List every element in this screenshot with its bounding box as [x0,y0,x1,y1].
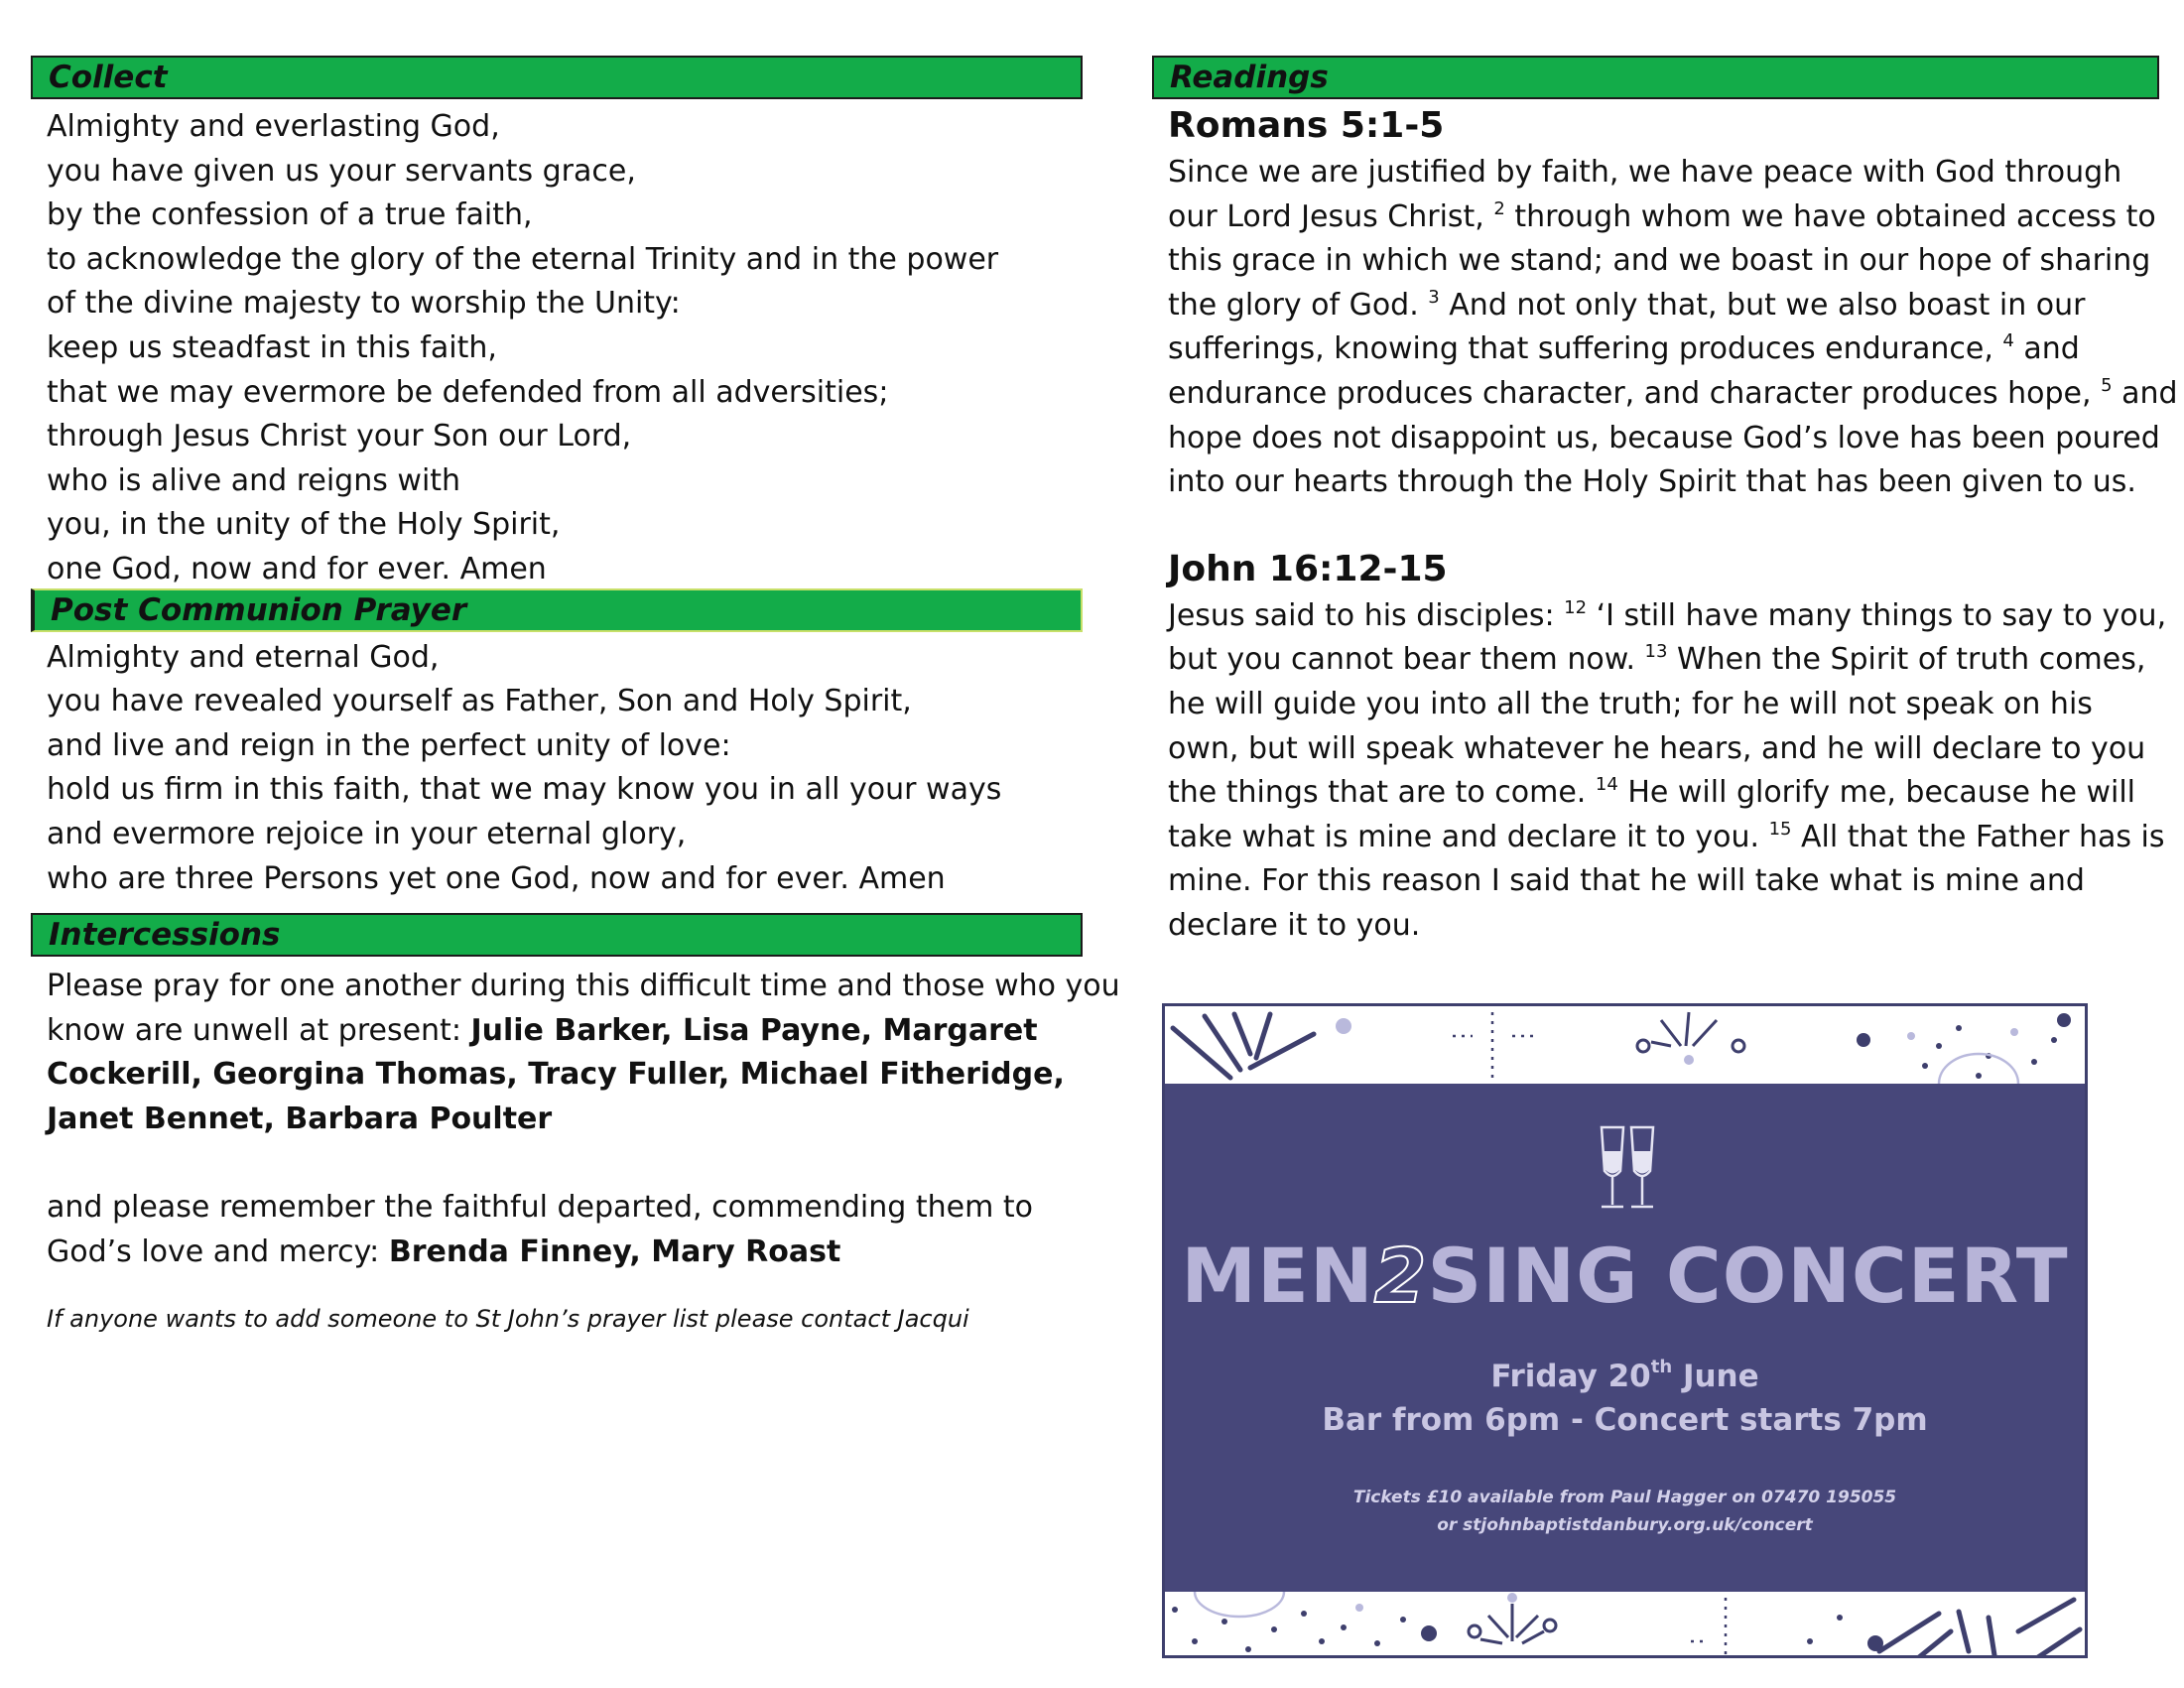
firework-arc [1939,1054,2018,1084]
confetti-dot [1837,1615,1843,1621]
poster-graphics [1165,1006,2088,1658]
poster-title-men: MEN [1181,1232,1374,1320]
reading-text: and [2112,375,2178,411]
collect-text [31,105,1083,592]
intercessions-line [47,1098,1083,1142]
collect-line: to acknowledge the glory of the eternal Trinity and in the power [47,241,999,277]
collect-line: you, in the unity of the Holy Spirit, [47,507,561,543]
verse-number: 15 [1768,818,1792,840]
reading-text: Jesus said to his disciples: [1168,597,1565,633]
reading-line: this grace in which we stand; and we boast in our hope of sharing [1168,243,2151,279]
glass-fill-right [1633,1151,1651,1174]
john-text [1152,594,2167,949]
poster-title [1165,1232,2085,1320]
firework-top-left [1173,1014,1314,1078]
unwell-names: Cockerill, Georgina Thomas, Tracy Fuller, Michael Fitheridge, [47,1057,1065,1093]
poster-times: Bar from 6pm - Concert starts 7pm [1322,1402,1928,1438]
departed-names: Brenda Finney, Mary Roast [388,1234,841,1269]
verse-number: 13 [1644,641,1668,663]
reading-line: into our hearts through the Holy Spirit that has been given to us. [1168,464,2136,500]
collect-line: by the confession of a true faith, [47,197,533,233]
poster-title-sing: SING CONCERT [1427,1232,2069,1320]
collect-line: keep us steadfast in this faith, [47,329,497,365]
reading-text: ‘I still have many things to say to you, [1587,597,2167,633]
collect-line: of the divine majesty to worship the Unity: [47,286,681,322]
firework-bottom-right [1879,1600,2080,1657]
poster-tickets: Tickets £10 available from Paul Hagger on 07470 195055 [1352,1488,1897,1507]
poster-url: or stjohnbaptistdanbury.org.uk/concert [1437,1515,1813,1535]
reading-text: through whom we have obtained access to [1504,198,2156,234]
romans-text [1152,151,2178,505]
post-communion-line: you have revealed yourself as Father, Son and Holy Spirit, [47,684,912,719]
unwell-names: Julie Barker, Lisa Payne, Margaret [470,1012,1038,1048]
reading-text: the things that are to come. [1168,775,1596,811]
post-communion-line: and evermore rejoice in your eternal glory, [47,816,687,851]
reading-line [1168,284,2159,328]
collect-line: that we may evermore be defended from all adversities; [47,374,889,410]
verse-number: 12 [1564,596,1588,618]
reading-text: And not only that, but we also boast in our [1439,287,2086,323]
confetti-dot [1807,1638,1813,1644]
poster-date-sup: th [1650,1357,1673,1377]
reading-line: declare it to you. [1168,907,1421,943]
readings-heading: Readings [1152,56,2159,99]
post-communion-text [31,636,1083,902]
intercessions-heading: Intercessions [31,913,1083,957]
verse-number: 14 [1595,774,1618,796]
concert-poster [1162,1003,2088,1658]
reading-text: our Lord Jesus Christ, [1168,198,1494,234]
intercessions-line [47,1053,1083,1098]
verse-number: 2 [1493,197,1505,219]
reading-line: Since we are justified by faith, we have peace with God through [1168,155,2122,190]
post-communion-line: Almighty and eternal God, [47,639,440,675]
post-communion-line: and live and reign in the perfect unity of love: [47,727,731,763]
intercessions-intro-2: know are unwell at present: [47,1012,471,1048]
firework-top-center [1453,1012,1534,1078]
reading-text: All that the Father has is [1791,819,2165,854]
left-column [31,56,1120,1336]
unwell-names: Janet Bennet, Barbara Poulter [47,1101,553,1136]
reading-line [1168,195,2159,240]
departed-intro: and please remember the faithful departed, commending them to [47,1190,1033,1226]
firework-top-burst [1637,1012,1744,1065]
collect-line: you have given us your servants grace, [47,153,636,189]
reading-text: When the Spirit of truth comes, [1667,642,2146,678]
intercessions-text [31,965,1120,1274]
glass-fill-left [1604,1151,1621,1174]
confetti-dot [1336,1018,1351,1034]
collect-line: Almighty and everlasting God, [47,109,500,144]
firework-bottom-burst [1469,1593,1556,1643]
poster-title-2: 2 [1373,1232,1428,1320]
reading-text: take what is mine and declare it to you. [1168,819,1769,854]
post-communion-line: hold us firm in this faith, that we may know you in all your ways [47,772,1002,808]
confetti-dot [1867,1635,1883,1651]
confetti-top-right [1857,1013,2071,1079]
john-title: John 16:12-15 [1168,548,1448,589]
reading-text: sufferings, knowing that suffering produces endurance, [1168,331,2003,367]
intercessions-intro: Please pray for one another during this difficult time and those who you [47,969,1120,1004]
reading-line [1168,594,2167,639]
collect-line: through Jesus Christ your Son our Lord, [47,419,632,454]
verse-number: 4 [2002,330,2014,352]
collect-heading: Collect [31,56,1083,99]
poster-date-text: Friday 20 [1490,1359,1651,1394]
poster-date-month: June [1672,1359,1759,1394]
departed-line [47,1231,1083,1275]
departed-intro-2: God’s love and mercy: [47,1234,389,1269]
spacer [47,1141,1083,1186]
intercessions-line [47,1009,1083,1054]
reading-line: mine. For this reason I said that he will take what is mine and [1168,863,2085,899]
prayer-list-note: If anyone wants to add someone to St John’s prayer list please contact Jacqui [47,1305,969,1334]
reading-text: endurance produces character, and character produces hope, [1168,375,2102,411]
verse-number: 5 [2101,374,2113,396]
reading-line [1168,771,2159,816]
reading-text: but you cannot bear them now. [1168,642,1645,678]
reading-text: and [2013,331,2080,367]
reading-line [1168,372,2178,417]
reading-text: He will glorify me, because he will [1617,775,2135,811]
post-communion-line: who are three Persons yet one God, now and for ever. Amen [47,860,946,896]
firework-bottom-center [1691,1598,1726,1657]
reading-line [1168,638,2159,683]
reading-line: own, but will speak whatever he hears, and he will declare to you [1168,730,2146,766]
collect-line: who is alive and reigns with [47,462,461,498]
reading-line [1168,327,2159,372]
reading-text: the glory of God. [1168,287,1429,323]
collect-line: one God, now and for ever. Amen [47,551,547,586]
reading-line [1168,816,2165,860]
right-column [1152,56,2178,949]
reading-line: hope does not disappoint us, because God’s love has been poured [1168,420,2160,455]
romans-title: Romans 5:1-5 [1168,105,1445,146]
reading-line: he will guide you into all the truth; for he will not speak on his [1168,686,2093,721]
post-communion-heading: Post Communion Prayer [31,588,1083,632]
poster-date [1165,1359,2085,1394]
verse-number: 3 [1428,286,1440,308]
firework-arc [1195,1592,1284,1617]
